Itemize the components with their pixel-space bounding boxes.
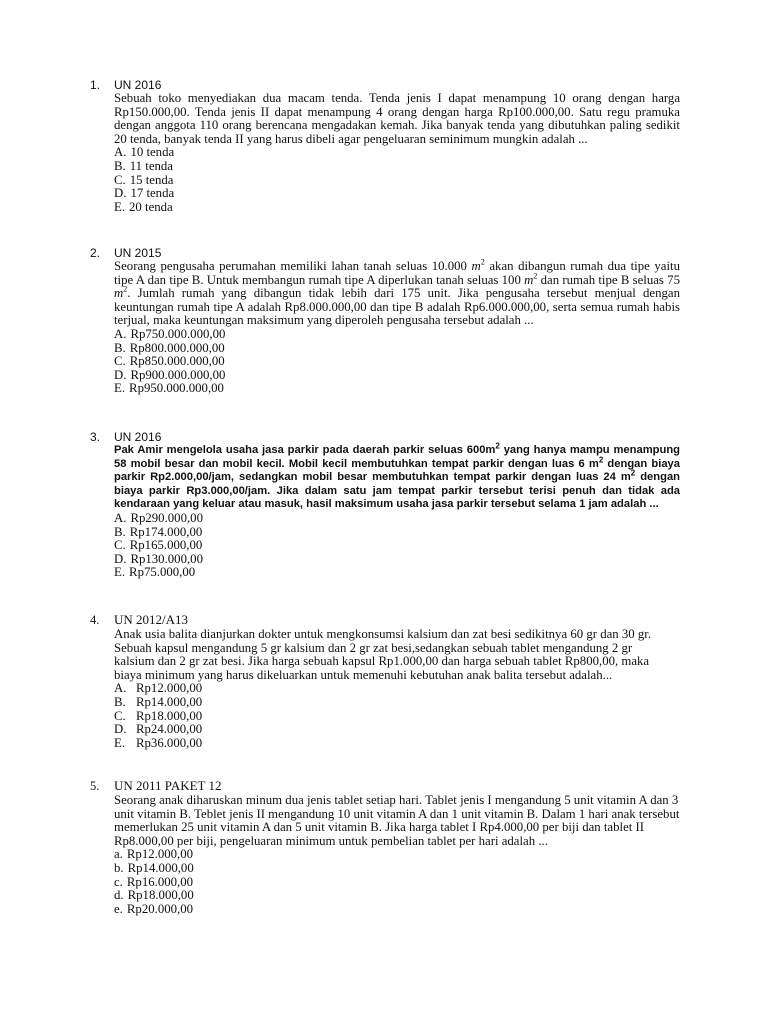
question-source: UN 2016 [114, 78, 162, 92]
answer-option: D. 17 tenda [114, 186, 175, 201]
question-stem: Anak usia balita dianjurkan dokter untuk mengkonsumsi kalsium dan zat besi sedikitnya 60 gr dan 30 gr. Sebuah kapsul mengandung 5 gr kalsium dan 2 gr zat besi,sedangkan sebuah tablet mengandung 2 gr kalsium dan 2 gr zat besi. Jika harga sebuah kapsul Rp1.000,00 dan harga sebuah tablet Rp800,00, maka biaya minimum yang harus dikeluarkan untuk memenuhi kebutuhan anak balita tersebut adalah... [114, 627, 652, 682]
answer-option: B. Rp14.000,00 [114, 694, 203, 709]
answer-option: D. Rp900.000.000,00 [114, 367, 226, 382]
question-2 [90, 244, 680, 396]
question-5 [90, 778, 680, 916]
question-number: 1. [90, 78, 101, 92]
question-stem: Sebuah toko menyediakan dua macam tenda. Tenda jenis I dapat menampung 10 orang dengan harga Rp150.000,00. Tenda jenis II dapat menampung 4 orang dengan harga Rp100.000,00. Satu regu pramuka dengan anggota 110 orang berencana mengadakan kemah. Jika banyak tenda yang dibutuhkan paling sedikit 20 tenda, banyak tenda II yang harus dibeli agar pengeluaran seminimum mungkin adalah ... [114, 91, 680, 146]
answer-option: D. Rp24.000,00 [114, 722, 203, 737]
answer-option: E. Rp75.000,00 [114, 565, 196, 580]
question-1 [90, 76, 680, 214]
answer-option: D. Rp130.000,00 [114, 551, 203, 566]
question-source: UN 2015 [114, 246, 162, 260]
question-3 [90, 428, 680, 580]
question-source: UN 2012/A13 [114, 612, 189, 627]
question-4 [90, 612, 680, 750]
answer-option: E. Rp950.000.000,00 [114, 381, 224, 396]
answer-option: A. Rp290.000,00 [114, 510, 203, 525]
question-header [90, 428, 680, 444]
answer-option: C. 15 tenda [114, 172, 174, 187]
answer-option: e. Rp20.000,00 [114, 901, 194, 916]
answer-option: A. 10 tenda [114, 145, 175, 160]
question-number: 4. [90, 613, 100, 627]
question-stem: Seorang pengusaha perumahan memiliki lahan tanah seluas 10.000 $m^2$ akan dibangun rumah dua tipe yaitu tipe A dan tipe B. Untuk membangun rumah tipe A diperlukan tanah seluas 100 $m^2$ dan rumah tipe B seluas 75 $m^2$. Jumlah rumah yang dibangun tidak lebih dari 175 unit. Jika pengusaha tersebut menjual dengan keuntungan rumah tipe A adalah Rp8.000.000,00 dan tipe B adalah Rp6.000.000,00, serta semua rumah habis terjual, maka keuntungan maksimum yang diperoleh pengusaha tersebut adalah ... [114, 257, 680, 328]
answer-option: d. Rp18.000,00 [114, 888, 194, 903]
answer-option: a. Rp12.000,00 [114, 847, 194, 862]
question-number: 5. [90, 779, 100, 793]
question-number: 2. [90, 246, 101, 260]
answer-option: C. Rp165.000,00 [114, 538, 203, 553]
answer-option: c. Rp16.000,00 [114, 874, 194, 889]
answer-option: B. Rp174.000,00 [114, 524, 203, 539]
answer-option: E. 20 tenda [114, 199, 173, 214]
question-stem: Pak Amir mengelola usaha jasa parkir pada daerah parkir seluas $600m^2$ yang hanya mampu menampung 58 mobil besar dan mobil kecil. Mobil kecil membutuhkan tempat parkir dengan luas 6 $m^2$ dengan biaya parkir Rp2.000,00/jam, sedangkan mobil besar membutuhkan tempat parkir dengan luas 24 $m^2$ dengan biaya parkir Rp3.000,00/jam. Jika dalam satu jam tempat parkir tersebut terisi penuh dan tidak ada kendaraan yang keluar atau masuk, hasil maksimum usaha jasa parkir tersebut selama 1 jam adalah ... [114, 441, 680, 511]
question-number: 3. [90, 430, 101, 444]
question-header [90, 76, 680, 92]
answer-option: A. Rp750.000.000,00 [114, 326, 226, 341]
question-stem: Seorang anak diharuskan minum dua jenis tablet setiap hari. Tablet jenis I mengandung 5 unit vitamin A dan 3 unit vitamin B. Teblet jenis II mengandung 10 unit vitamin A dan 1 unit vitamin B. Dalam 1 hari anak tersebut memerlukan 25 unit vitamin A dan 5 unit vitamin B. Jika harga tablet I Rp4.000,00 per biji dan tablet II Rp8.000,00 per biji, pengeluaran minimum untuk pembelian tablet per hari adalah ... [114, 793, 680, 848]
answer-option: b. Rp14.000,00 [114, 860, 194, 875]
answer-option: C. Rp850.000.000,00 [114, 354, 225, 369]
answer-option: A. Rp12.000,00 [114, 681, 203, 696]
question-header [90, 612, 680, 628]
question-source: UN 2016 [114, 430, 162, 444]
question-header [90, 244, 680, 260]
answer-option: E. Rp36.000,00 [114, 735, 203, 750]
question-header [90, 778, 680, 794]
answer-option: B. Rp800.000.000,00 [114, 340, 225, 355]
answer-option: B. 11 tenda [114, 158, 173, 173]
question-source: UN 2011 PAKET 12 [114, 778, 222, 793]
answer-option: C. Rp18.000,00 [114, 708, 203, 723]
